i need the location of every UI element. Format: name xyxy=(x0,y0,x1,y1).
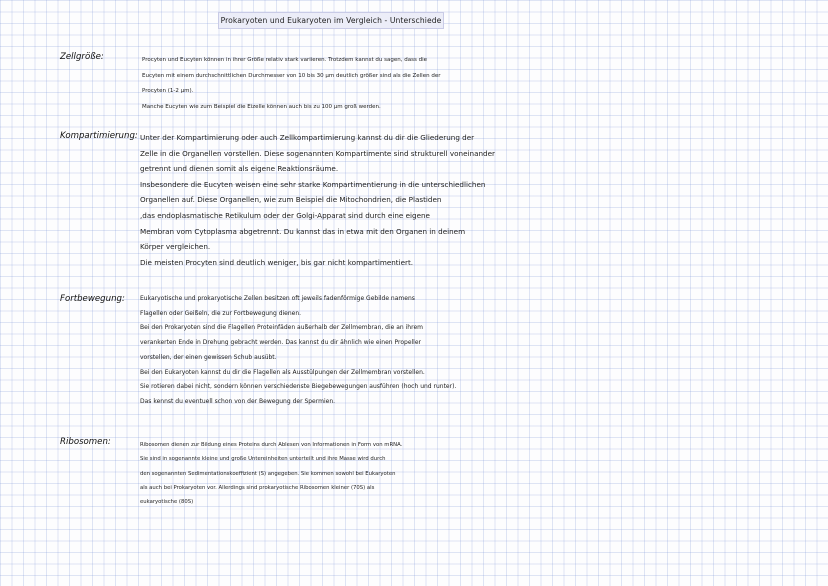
text-line: Die meisten Procyten sind deutlich weniger, bis gar nicht kompartimentiert. xyxy=(140,257,414,267)
section-label: Fortbewegung: xyxy=(60,294,125,304)
section-body xyxy=(140,292,456,410)
text-line: eukaryotische (80S) xyxy=(140,499,194,506)
section-label: Ribosomen: xyxy=(60,437,111,447)
text-line: vorstellen, der einen gewissen Schub ausübt. xyxy=(140,353,277,361)
section-body xyxy=(140,438,402,509)
section-label: Zellgröße: xyxy=(60,52,104,62)
text-line: Membran vom Cytoplasma abgetrennt. Du kannst das in etwa mit den Organen in deinem xyxy=(140,226,466,236)
text-line: getrennt und dienen somit als eigene Reaktionsräume. xyxy=(140,164,339,174)
section-body xyxy=(142,53,440,115)
page-title: Prokaryoten und Eukaryoten im Vergleich - Unterschiede xyxy=(218,12,444,29)
text-line: Bei den Eukaryoten kannst du dir die Flagellen als Ausstülpungen der Zellmembran vorstellen. xyxy=(140,368,425,376)
text-line: Zelle in die Organellen vorstellen. Diese sogenannten Kompartimente sind strukturell voneinander xyxy=(140,148,495,158)
text-line: Eukaryotische und prokaryotische Zellen besitzen oft jeweils fadenförmige Gebilde namens xyxy=(140,295,415,302)
text-line: als auch bei Prokaryoten vor. Allerdings sind prokaryotische Ribosomen kleiner (70S) als xyxy=(140,484,375,491)
section-label: Kompartimierung: xyxy=(60,131,138,141)
text-line: Procyten (1-2 µm). xyxy=(142,88,194,94)
text-line: Insbesondere die Eucyten weisen eine sehr starke Kompartimentierung in die unterschiedlichen xyxy=(140,179,486,189)
text-line: Flagellen oder Geißeln, die zur Fortbewegung dienen. xyxy=(140,309,302,317)
text-line: verankerten Ende in Drehung gebracht werden. Das kannst du dir ähnlich wie einen Propeller xyxy=(140,339,422,347)
text-line: Manche Eucyten wie zum Beispiel die Eizelle können auch bis zu 100 µm groß werden. xyxy=(142,103,381,110)
text-line: Das kennst du eventuell schon von der Bewegung der Spermien. xyxy=(140,397,336,405)
text-line: Sie sind in sogenannte kleine und große Untereinheiten unterteilt und ihre Masse wird durch xyxy=(140,456,386,463)
text-line: Körper vergleichen. xyxy=(140,242,211,252)
section-body xyxy=(140,130,495,270)
text-line: Ribosomen dienen zur Bildung eines Proteins durch Ablesen von Informationen in Form von mRNA. xyxy=(140,442,403,448)
text-line: Procyten und Eucyten können in ihrer Größe relativ stark variieren. Trotzdem kannst du sagen, dass die xyxy=(142,57,427,63)
text-line: Unter der Kompartimierung oder auch Zellkompartimierung kannst du dir die Gliederung der xyxy=(140,133,475,142)
text-line: den sogenannten Sedimentationskoeffizient (S) angegeben. Sie kommen sowohl bei Eukaryoten xyxy=(140,470,396,477)
text-line: Sie rotieren dabei nicht, sondern können verschiedenste Biegebewegungen ausführen (hoch und runter). xyxy=(140,383,457,391)
text-line: Bei den Prokaryoten sind die Flagellen Proteinfäden außerhalb der Zellmembran, die an ihrem xyxy=(140,324,423,332)
text-line: ,das endoplasmatische Retikulum oder der Golgi-Apparat sind durch eine eigene xyxy=(140,210,430,220)
text-line: Organellen auf. Diese Organellen, wie zum Beispiel die Mitochondrien, die Plastiden xyxy=(140,195,442,205)
text-line: Eucyten mit einem durchschnittlichen Durchmesser von 10 bis 30 µm deutlich größer sind als die Zellen der xyxy=(142,72,441,79)
